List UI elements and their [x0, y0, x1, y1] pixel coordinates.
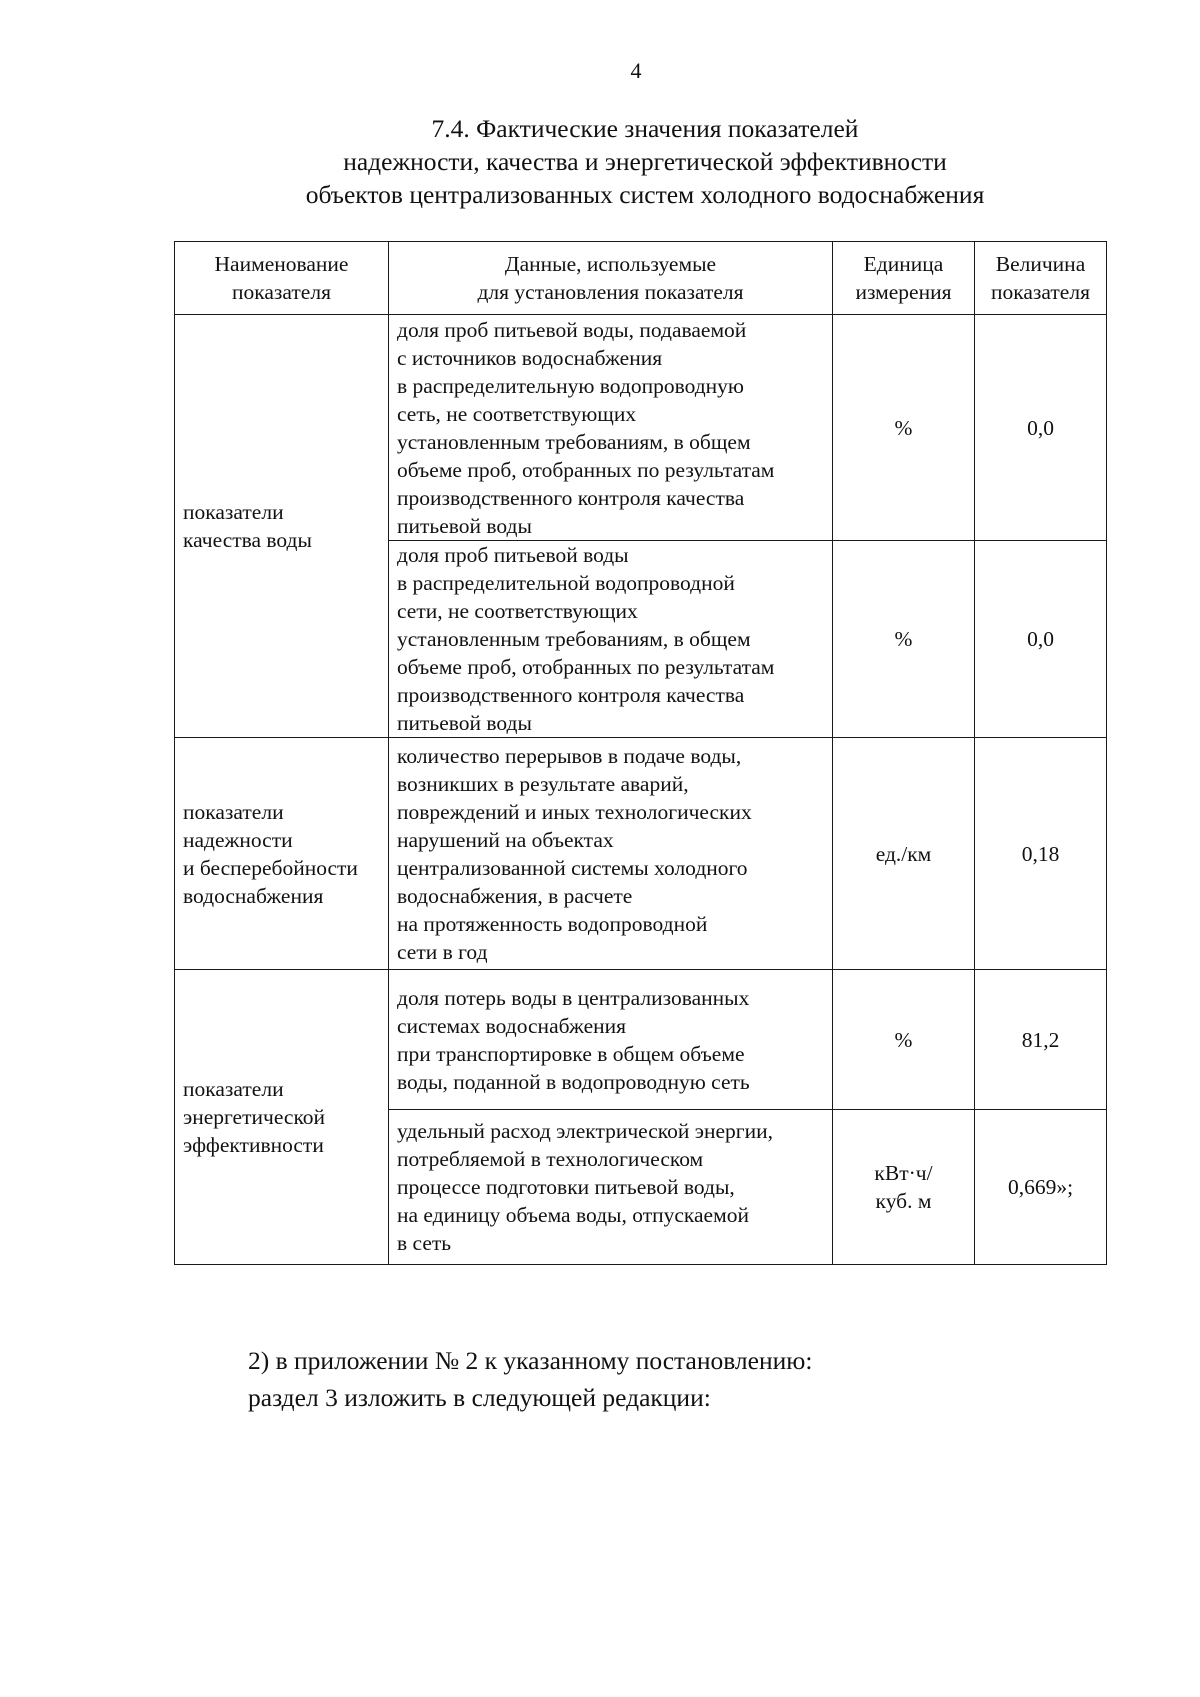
row-unit: %: [833, 970, 975, 1110]
table-row: [175, 970, 1107, 1110]
row-data-description: количество перерывов в подаче воды, возникших в результате аварий, повреждений и иных технологических нарушений на объектах централизованной системы холодного водоснабжения, в расчете на протяженность водопроводной сети в год: [389, 738, 833, 970]
row-unit: ед./км: [833, 738, 975, 970]
title-line-1: 7.4. Фактические значения показателей: [431, 114, 859, 143]
row-value: 0,0: [975, 541, 1107, 738]
row-value: 0,0: [975, 315, 1107, 541]
page-number: 4: [630, 58, 642, 83]
row-data-description: удельный расход электрической энергии, потребляемой в технологическом процессе подготовки питьевой воды, на единицу объема воды, отпускаемой в сеть: [389, 1110, 833, 1265]
row-value: 0,669»;: [975, 1110, 1107, 1265]
row-data-description: доля проб питьевой воды в распределительной водопроводной сети, не соответствующих установленным требованиям, в общем объеме проб, отобранных по результатам производственного контроля качества питьевой воды: [389, 541, 833, 738]
row-data-description: доля проб питьевой воды, подаваемой с источников водоснабжения в распределительную водопроводную сеть, не соответствующих установленным требованиям, в общем объеме проб, отобранных по результатам производственного контроля качества питьевой воды: [389, 315, 833, 541]
title-line-2: надежности, качества и энергетической эффективности: [343, 147, 947, 176]
header-data-used: Данные, используемые для установления показателя: [389, 242, 833, 315]
row-unit: %: [833, 315, 975, 541]
section-title: [174, 112, 1116, 211]
amendment-line-1: 2) в приложении № 2 к указанному постановлению:: [248, 1346, 813, 1375]
row-unit: %: [833, 541, 975, 738]
amendment-text: [248, 1342, 812, 1416]
group-name-energy-efficiency: показатели энергетической эффективности: [175, 970, 389, 1265]
row-data-description: доля потерь воды в централизованных системах водоснабжения при транспортировке в общем объеме воды, поданной в водопроводную сеть: [389, 970, 833, 1110]
header-unit: Единица измерения: [833, 242, 975, 315]
table-row: [175, 315, 1107, 541]
row-value: 81,2: [975, 970, 1107, 1110]
row-value: 0,18: [975, 738, 1107, 970]
title-line-3: объектов централизованных систем холодного водоснабжения: [305, 180, 985, 209]
header-value: Величина показателя: [975, 242, 1107, 315]
header-indicator-name: Наименование показателя: [175, 242, 389, 315]
amendment-line-2: раздел 3 изложить в следующей редакции:: [248, 1383, 711, 1412]
table-header-row: [175, 242, 1107, 315]
indicators-table: [174, 241, 1107, 1265]
group-name-reliability: показатели надежности и бесперебойности водоснабжения: [175, 738, 389, 970]
table-row: [175, 738, 1107, 970]
row-unit: кВт·ч/ куб. м: [833, 1110, 975, 1265]
group-name-water-quality: показатели качества воды: [175, 315, 389, 738]
